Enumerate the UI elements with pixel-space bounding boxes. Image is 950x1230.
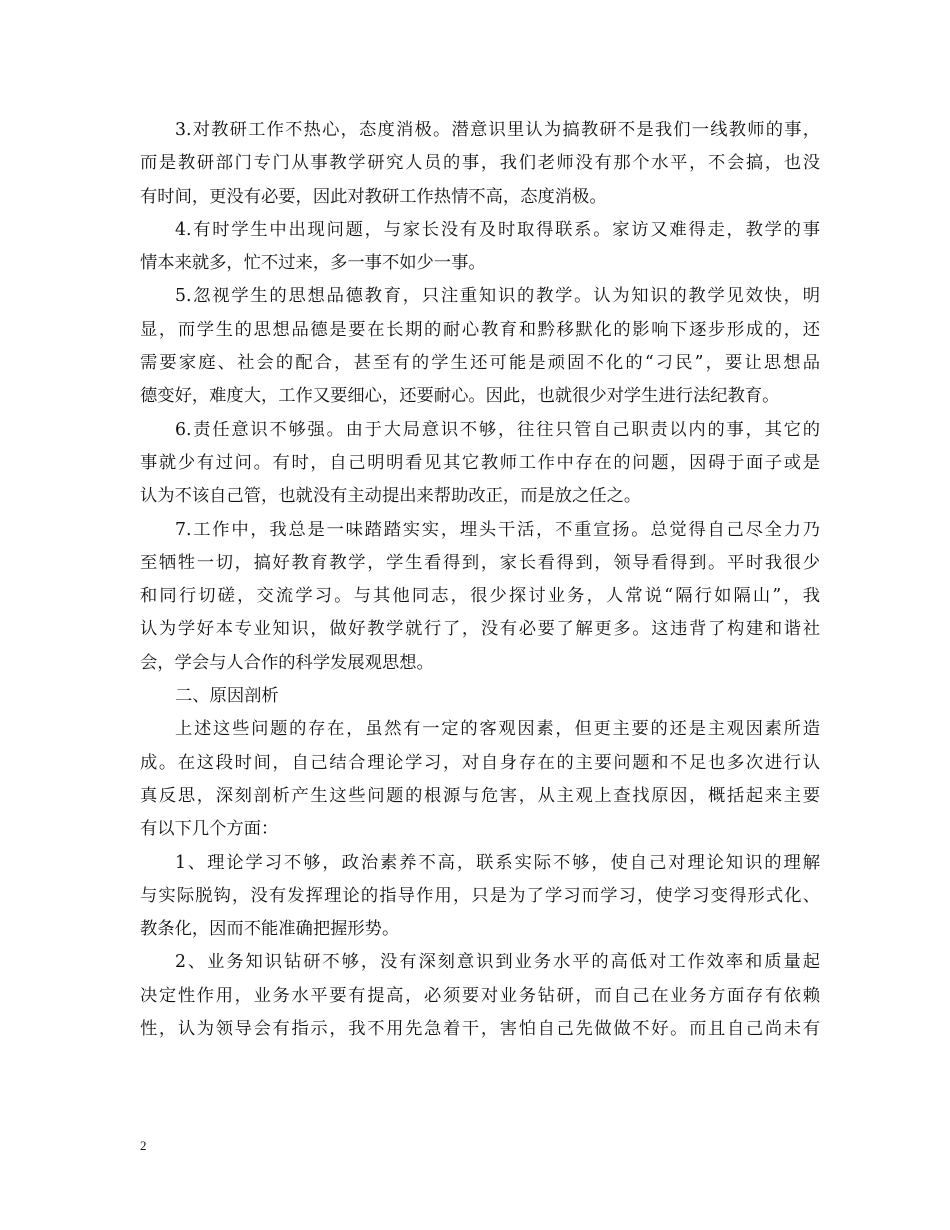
text-line: 事就少有过问。有时，自己明明看见其它教师工作中存在的问题，因碍于面子或是	[140, 452, 820, 473]
text-line: 会，学会与人合作的科学发展观思想。	[140, 652, 434, 673]
text-line: 1、理论学习不够，政治素养不高，联系实际不够，使自己对理论知识的理解	[175, 852, 820, 873]
text-line: 认为学好本专业知识，做好教学就行了，没有必要了解更多。这违背了构建和谐社	[140, 619, 820, 640]
text-line: 5.忽视学生的思想品德教育，只注重知识的教学。认为知识的教学见效快，明	[175, 286, 820, 307]
text-line: 二、原因剖析	[175, 686, 279, 707]
text-line: 4.有时学生中出现问题，与家长没有及时取得联系。家访又难得走，教学的事	[175, 219, 820, 240]
text-line: 有时间，更没有必要，因此对教研工作热情不高，态度消极。	[140, 186, 607, 207]
para-item-3	[140, 114, 820, 214]
text-line: 7.工作中，我总是一味踏踏实实，埋头干活，不重宣扬。总觉得自己尽全力乃	[175, 519, 820, 540]
para-item-4	[140, 214, 820, 281]
para-item-7	[140, 514, 820, 680]
text-line: 上述这些问题的存在，虽然有一定的客观因素，但更主要的还是主观因素所造	[175, 719, 820, 740]
text-line: 而是教研部门专门从事教学研究人员的事，我们老师没有那个水平，不会搞，也没	[140, 153, 820, 174]
text-line: 6.责任意识不够强。由于大局意识不够，往往只管自己职责以内的事，其它的	[175, 419, 820, 440]
text-line: 需要家庭、社会的配合，甚至有的学生还可能是顽固不化的“刁民”，要让思想品	[140, 353, 820, 374]
para-cause-1	[140, 847, 820, 947]
para-cause-intro	[140, 713, 820, 846]
text-line: 显，而学生的思想品德是要在长期的耐心教育和黔移默化的影响下逐步形成的，还	[140, 319, 820, 340]
text-line: 成。在这段时间，自己结合理论学习，对自身存在的主要问题和不足也多次进行认	[140, 752, 820, 773]
para-item-6	[140, 414, 820, 514]
text-line: 有以下几个方面：	[140, 819, 279, 840]
text-line: 性，认为领导会有指示，我不用先急着干，害怕自己先做做不好。而且自己尚未有	[140, 1019, 820, 1040]
text-line: 真反思，深刻剖析产生这些问题的根源与危害，从主观上查找原因，概括起来主要	[140, 785, 820, 806]
para-item-5	[140, 280, 820, 413]
text-line: 情本来就多，忙不过来，多一事不如少一事。	[140, 253, 486, 274]
text-line: 3.对教研工作不热心，态度消极。潜意识里认为搞教研不是我们一线教师的事，	[175, 120, 820, 140]
text-line: 和同行切磋，交流学习。与其他同志，很少探讨业务，人常说“隔行如隔山”，我	[140, 586, 820, 607]
text-line: 德变好，难度大，工作又要细心，还要耐心。因此，也就很少对学生进行法纪教育。	[140, 386, 780, 407]
page-number: 2	[140, 1138, 147, 1153]
text-line: 至牺牲一切，搞好教育教学，学生看得到，家长看得到，领导看得到。平时我很少	[140, 552, 820, 573]
text-line: 认为不该自己管，也就没有主动提出来帮助改正，而是放之任之。	[140, 486, 642, 507]
text-line: 与实际脱钩，没有发挥理论的指导作用，只是为了学习而学习，使学习变得形式化、	[140, 885, 820, 906]
document-body	[140, 114, 820, 1046]
text-line: 教条化，因而不能准确把握形势。	[140, 919, 400, 940]
text-line: 决定性作用，业务水平要有提高，必须要对业务钻研，而自己在业务方面存有依赖	[140, 985, 820, 1006]
para-cause-2	[140, 946, 820, 1046]
text-line: 2、业务知识钻研不够，没有深刻意识到业务水平的高低对工作效率和质量起	[175, 952, 820, 973]
section-heading-cause-analysis	[140, 680, 820, 713]
